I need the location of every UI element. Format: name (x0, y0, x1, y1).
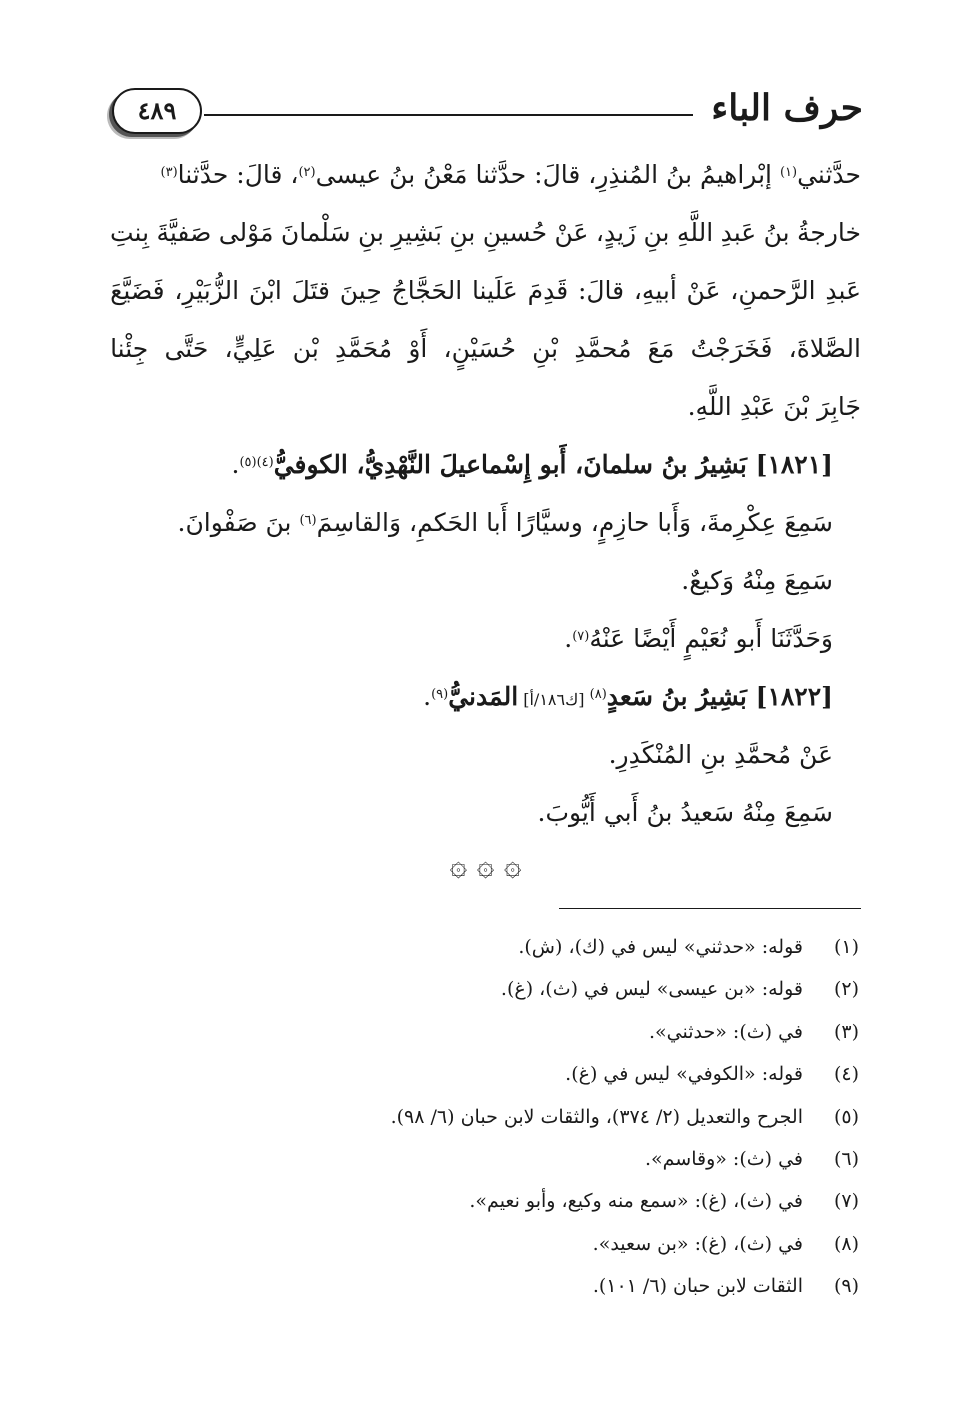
footnotes (110, 926, 859, 1308)
entry-number: [١٨٢٢] (755, 682, 833, 711)
header-rule (204, 114, 693, 116)
footnote-number: (٣) (833, 1020, 859, 1043)
footnote-number: (٦) (833, 1148, 859, 1171)
entry-name: بَشِيرُ بنُ سَعدٍ (606, 682, 756, 711)
entry-number: [١٨٢١] (755, 450, 833, 479)
footnote-ref[interactable]: (٦) (299, 513, 317, 528)
footnote-item (110, 1053, 859, 1095)
footnote-item (110, 926, 859, 968)
entry-1822: [١٨٢٢] بَشِيرُ بنُ سَعدٍ$^{(٨)}$ [ك١٨٦/أ] المَدنيُّ$^{(٩)}$. (423, 682, 833, 711)
text-line-4: الصَّلاةَ، فَخَرَجْتُ مَعَ مُحمَّدِ بْنِ حُسَيْنٍ، أَوْ مُحَمَّدِ بْن عَلِيٍّ، حَتَّى جِئْنا (110, 334, 861, 363)
footnote-ref[interactable]: (٨) (589, 687, 607, 702)
chapter-title: حرف الباء (711, 87, 863, 129)
text-line-3: عَبدِ الرَّحمنِ، عَنْ أبيهِ، قالَ: قَدِمَ عَلَينا الحَجَّاجُ حِينَ قتَلَ ابْنَ الزُّبَيْرِ، فَضَيَّعَ (110, 276, 861, 305)
footnote-number: (٢) (833, 978, 859, 1001)
footnote-text: قوله: «حدثني» ليس في (ك)، (ش). (518, 936, 803, 958)
manuscript-ref: [ك١٨٦/أ] (518, 690, 590, 709)
footnote-text: في (ث)، (غ): «بن سعيد». (592, 1232, 803, 1255)
footnote-text: قوله: «بن عيسى» ليس في (ث)، (غ). (500, 978, 803, 1001)
footnote-number: (١) (833, 936, 859, 958)
footnote-item (110, 1096, 859, 1138)
text-line-9: وَحَدَّثَنَا أَبو نُعَيْمٍ أَيْضًا عَنْهُ$^{(٧)}$. (564, 624, 833, 653)
footnote-item (110, 1138, 859, 1180)
footnote-item (110, 1011, 859, 1053)
footnote-text: الثقات لابن حبان (٦/ ١٠١). (592, 1275, 803, 1298)
footnote-number: (٤) (833, 1063, 859, 1086)
page-number-badge: ٤٨٩ (112, 88, 202, 134)
text-line-7: سَمِعَ عِكْرِمةَ، وَأَبا حازِمٍ، وسيَّارًا أَبا الحَكمِ، وَالقاسِمَ$^{(٦)}$ بنَ صَفْوانَ. (177, 508, 833, 537)
footnote-text: في (ث): «وقاسم». (644, 1148, 803, 1171)
footnote-item (110, 1265, 859, 1307)
entry-1821: [١٨٢١] بَشِيرُ بنُ سلمانَ، أَبو إِسْماعيلَ النَّهْدِيُّ، الكوفيُّ$^{(٤)(٥)}$. (231, 450, 833, 479)
footnote-number: (٩) (833, 1275, 859, 1298)
footnote-number: (٧) (833, 1190, 859, 1213)
text-line-2: خارجةُ بنُ عَبدِ اللَّهِ بنِ زَيدٍ، عَنْ حُسينِ بنِ بَشِيرِ بنِ سَلْمانَ مَوْلى صَفيَّةَ بِنتِ (110, 218, 861, 247)
text-line-5: جَابِرَ بْنَ عَبْدِ اللَّهِ. (687, 392, 861, 421)
text-line-1: حدَّثني$^{(١)}$ إبْراهيمُ بنُ المُنذِرِ، قالَ: حدَّثنا مَعْنُ بنُ عيسى$^{(٢)}$، قالَ: حدَّثنا$^{(٣)}$ (160, 160, 861, 189)
footnote-item (110, 1180, 859, 1222)
footnote-number: (٨) (833, 1232, 859, 1255)
footnote-ref[interactable]: (٩) (431, 687, 449, 702)
footnote-item (110, 968, 859, 1010)
footnote-ref[interactable]: (٢) (298, 165, 316, 180)
text-line-12: سَمِعَ مِنْهُ سَعيدُ بنُ أَبي أَيُّوبَ. (537, 798, 833, 827)
footnote-separator (559, 908, 861, 909)
text-line-8: سَمِعَ مِنْهُ وَكيعٌ. (681, 566, 833, 595)
entry-name: بَشِيرُ بنُ سلمانَ، أَبو إِسْماعيلَ النَّهْدِيُّ، الكوفيُّ (273, 450, 756, 479)
footnote-ref[interactable]: (١) (779, 165, 798, 180)
footnote-ref[interactable]: (٣) (160, 165, 178, 180)
footnote-text: قوله: «الكوفي» ليس في (غ). (565, 1063, 803, 1086)
main-text (110, 146, 861, 842)
entry-nisba: المَدنيُّ (448, 682, 519, 711)
footnote-number: (٥) (833, 1105, 859, 1128)
footnote-ref[interactable]: (٧) (572, 629, 590, 644)
footnote-item (110, 1223, 859, 1265)
page-header (112, 78, 863, 138)
footnote-text: الجرح والتعديل (٢/ ٣٧٤)، والثقات لابن حبان (٦/ ٩٨). (390, 1105, 803, 1128)
footnote-text: في (ث): «حدثني». (649, 1020, 803, 1043)
footnote-ref[interactable]: (٤)(٥) (239, 455, 274, 470)
section-ornaments: ۞ ۞ ۞ (449, 848, 522, 883)
footnote-text: في (ث)، (غ): «سمع منه وكيع، وأبو نعيم». (469, 1190, 803, 1213)
text-line-11: عَنْ مُحمَّدِ بنِ المُنْكَدِرِ. (608, 740, 833, 769)
